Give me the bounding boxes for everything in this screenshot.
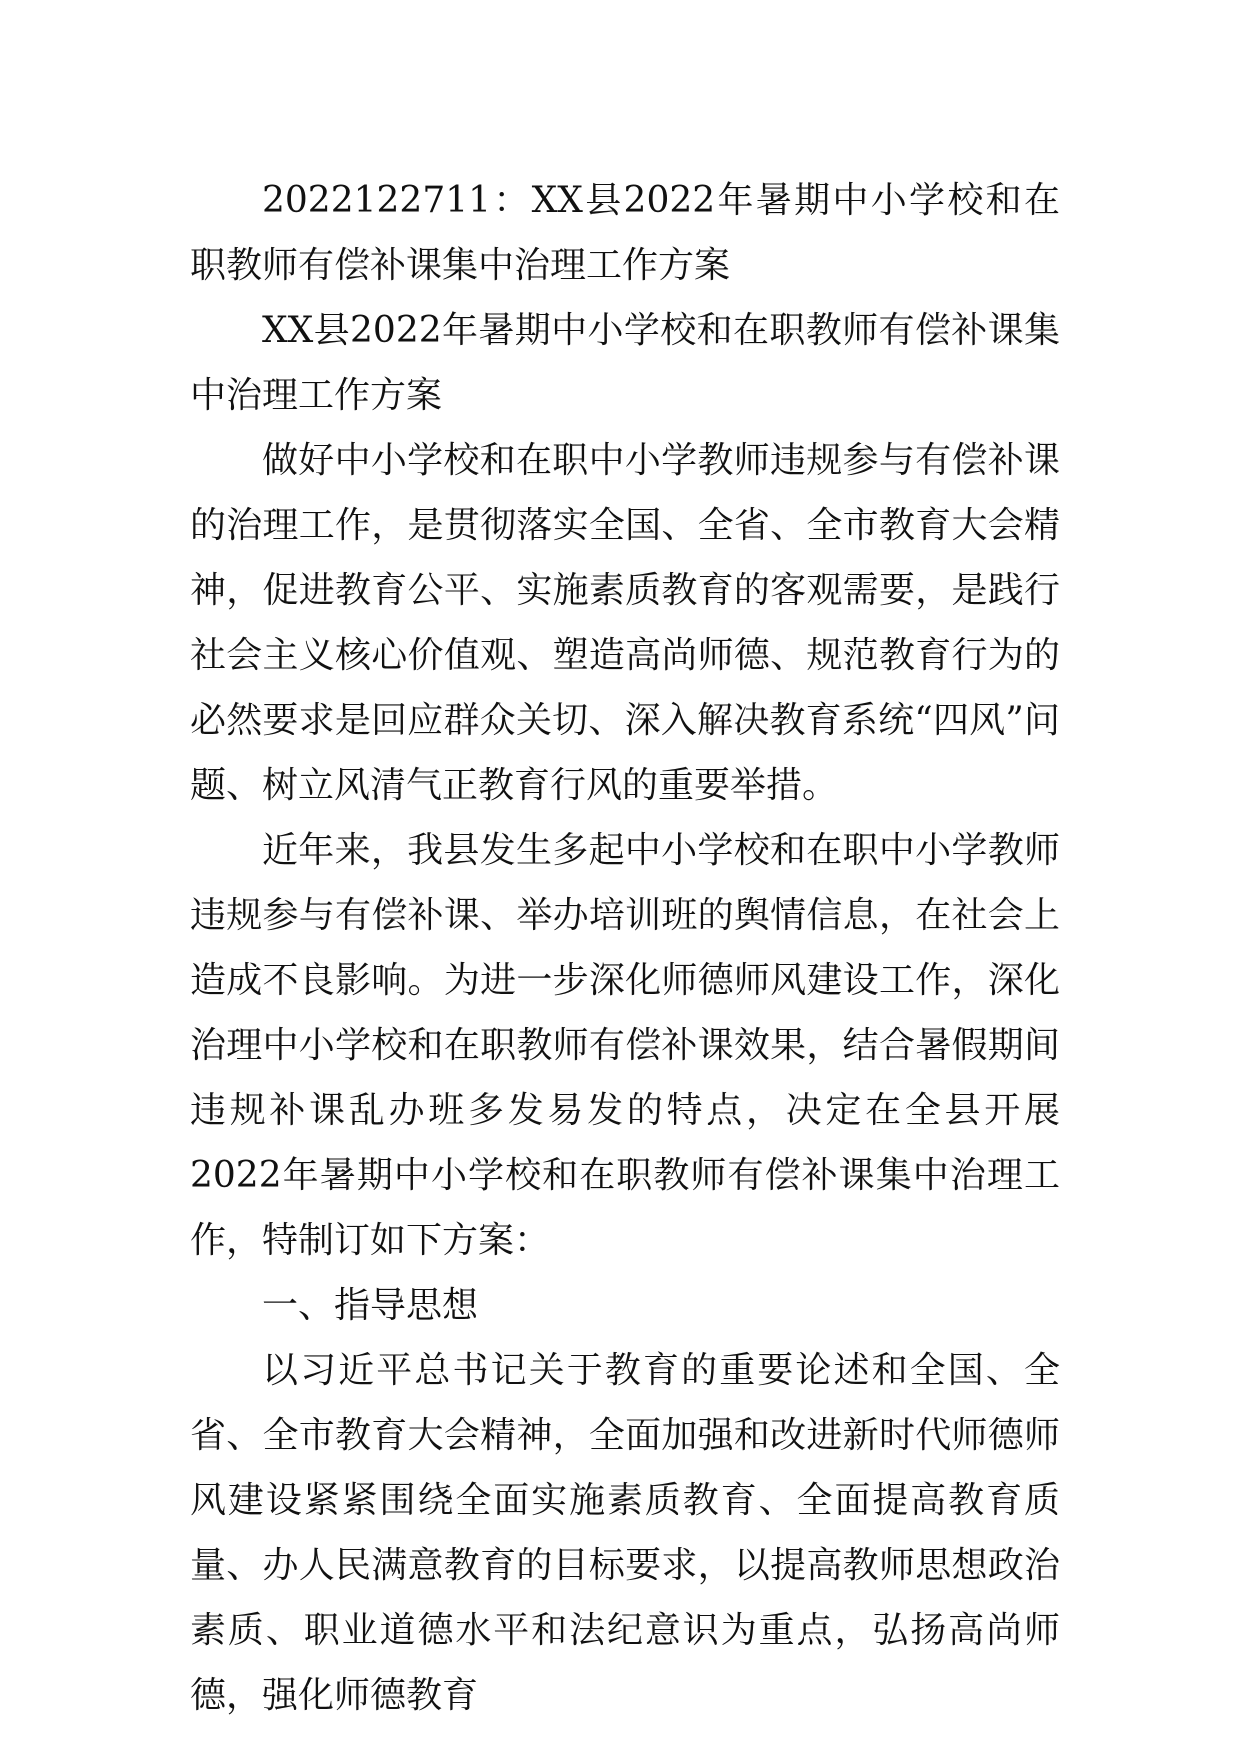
document-heading-line: 2022122711：XX县2022年暑期中小学校和在职教师有偿补课集中治理工作方案: [190, 180, 1060, 286]
body-paragraph: 做好中小学校和在职中小学教师违规参与有偿补课的治理工作，是贯彻落实全国、全省、全市教育大会精神，促进教育公平、实施素质教育的客观需要，是践行社会主义核心价值观、塑造高尚师德、规范教育行为的必然要求是回应群众关切、深入解决教育系统“四风”问题、树立风清气正教育行风的重要举措。: [190, 440, 1060, 806]
section-paragraph: 以习近平总书记关于教育的重要论述和全国、全省、全市教育大会精神，全面加强和改进新时代师德师风建设紧紧围绕全面实施素质教育、全面提高教育质量、办人民满意教育的目标要求，以提高教师思想政治素质、职业道德水平和法纪意识为重点，弘扬高尚师德，强化师德教育: [190, 1350, 1060, 1716]
section-heading: 一、指导思想: [262, 1285, 479, 1326]
document-title: XX县2022年暑期中小学校和在职教师有偿补课集中治理工作方案: [190, 310, 1060, 416]
body-paragraph: 近年来，我县发生多起中小学校和在职中小学教师违规参与有偿补课、举办培训班的舆情信息，在社会上造成不良影响。为进一步深化师德师风建设工作，深化治理中小学校和在职教师有偿补课效果，结合暑假期间违规补课乱办班多发易发的特点，决定在全县开展2022年暑期中小学校和在职教师有偿补课集中治理工作，特制订如下方案：: [190, 830, 1060, 1261]
document-body: [190, 168, 1060, 1728]
